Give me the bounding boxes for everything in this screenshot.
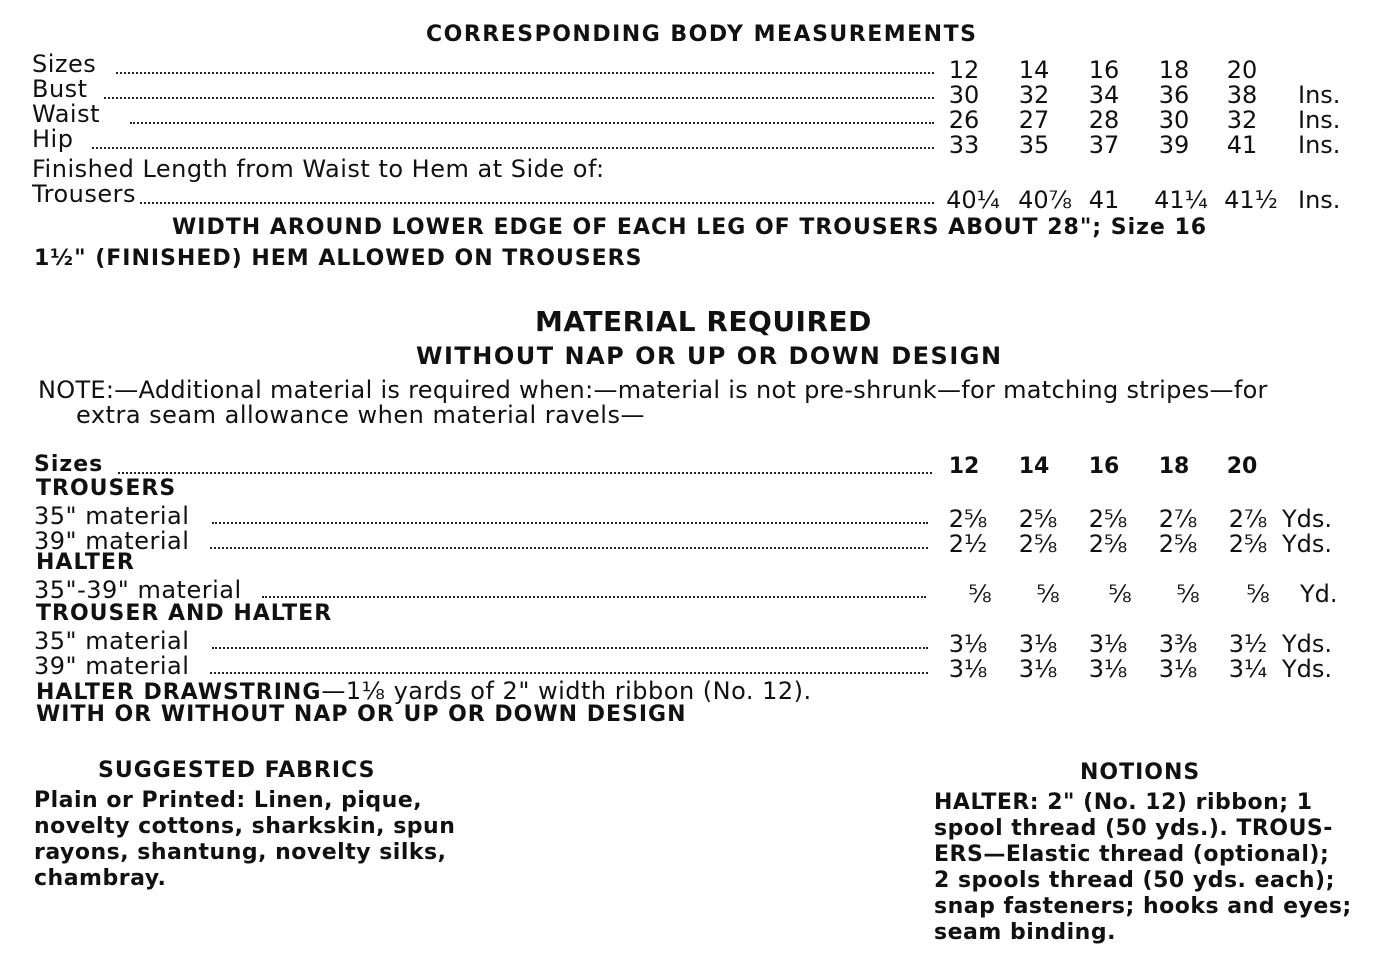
row-label-bust: Bust bbox=[32, 75, 88, 103]
group-heading-halter: HALTER bbox=[36, 550, 135, 575]
fabrics-line: chambray. bbox=[34, 866, 167, 891]
cell: 2½ bbox=[948, 530, 988, 558]
cell: 20 bbox=[1226, 454, 1258, 479]
row-label: 35" material bbox=[34, 502, 190, 530]
cell: 41½ bbox=[1224, 186, 1278, 214]
row-label-sizes: Sizes bbox=[32, 50, 97, 78]
cell: 18 bbox=[1158, 454, 1190, 479]
cell: 28 bbox=[1088, 106, 1120, 134]
unit-label: Ins. bbox=[1298, 131, 1341, 159]
cell: 14 bbox=[1018, 56, 1050, 84]
unit-label: Ins. bbox=[1298, 186, 1341, 214]
cell: 14 bbox=[1018, 454, 1050, 479]
cell: 34 bbox=[1088, 81, 1120, 109]
row-label-sizes: Sizes bbox=[34, 452, 104, 477]
leader-dots bbox=[92, 147, 934, 149]
cell: ⅝ bbox=[1246, 580, 1270, 608]
cell: 12 bbox=[948, 56, 980, 84]
drawstring-note bbox=[36, 677, 812, 705]
drawstring-text: —1⅛ yards of 2" width ribbon (No. 12). bbox=[321, 677, 812, 705]
cell: ⅝ bbox=[968, 580, 992, 608]
cell: 35 bbox=[1018, 131, 1050, 159]
notions-title: NOTIONS bbox=[1080, 760, 1201, 785]
cell: 2⅝ bbox=[948, 505, 988, 533]
cell: 2⅝ bbox=[1018, 530, 1058, 558]
cell: 2⅝ bbox=[1088, 530, 1128, 558]
note-line-2: extra seam allowance when material ravels— bbox=[76, 401, 645, 429]
suggested-fabrics-title: SUGGESTED FABRICS bbox=[98, 758, 376, 783]
row-label-trousers: Trousers bbox=[32, 180, 137, 208]
notions-line: ERS—Elastic thread (optional); bbox=[934, 842, 1330, 867]
cell: 2⅞ bbox=[1228, 505, 1268, 533]
suggested-fabrics-text bbox=[34, 788, 455, 892]
cell: 3⅛ bbox=[1088, 630, 1128, 658]
cell: 40⅞ bbox=[1018, 186, 1072, 214]
leader-dots bbox=[140, 202, 934, 204]
cell: 3½ bbox=[1228, 630, 1268, 658]
body-measurements-title: CORRESPONDING BODY MEASUREMENTS bbox=[426, 22, 978, 47]
cell: ⅝ bbox=[1108, 580, 1132, 608]
group-heading-trousers: TROUSERS bbox=[36, 476, 177, 501]
leader-dots bbox=[130, 122, 934, 124]
nap-note: WITH OR WITHOUT NAP OR UP OR DOWN DESIGN bbox=[36, 702, 687, 727]
cell: 3¼ bbox=[1228, 655, 1268, 683]
leader-dots bbox=[212, 522, 928, 524]
finished-length-label: Finished Length from Waist to Hem at Side of: bbox=[32, 155, 605, 183]
cell: 16 bbox=[1088, 56, 1120, 84]
unit-label: Yd. bbox=[1300, 580, 1338, 608]
row-label-hip: Hip bbox=[32, 125, 74, 153]
cell: ⅝ bbox=[1036, 580, 1060, 608]
row-label-waist: Waist bbox=[32, 100, 100, 128]
row-label: 35" material bbox=[34, 627, 190, 655]
cell: 38 bbox=[1226, 81, 1258, 109]
cell: 37 bbox=[1088, 131, 1120, 159]
cell: 40¼ bbox=[946, 186, 1000, 214]
note-line-1: NOTE:—Additional material is required when:—material is not pre-shrunk—for matching stripes—for bbox=[38, 376, 1268, 404]
leader-dots bbox=[104, 97, 934, 99]
unit-label: Yds. bbox=[1282, 505, 1333, 533]
cell: 3⅜ bbox=[1158, 630, 1198, 658]
unit-label: Ins. bbox=[1298, 81, 1341, 109]
cell: 3⅛ bbox=[948, 630, 988, 658]
fabrics-line: novelty cottons, sharkskin, spun bbox=[34, 814, 456, 839]
notions-text bbox=[934, 790, 1352, 946]
fabrics-line: rayons, shantung, novelty silks, bbox=[34, 840, 447, 865]
cell: 12 bbox=[948, 454, 980, 479]
material-required-title: MATERIAL REQUIRED bbox=[535, 305, 872, 338]
row-label: 39" material bbox=[34, 527, 190, 555]
cell: 41 bbox=[1226, 131, 1258, 159]
notions-line: snap fasteners; hooks and eyes; bbox=[934, 894, 1352, 919]
leader-dots bbox=[118, 472, 932, 474]
cell: 2⅝ bbox=[1228, 530, 1268, 558]
cell: 33 bbox=[948, 131, 980, 159]
unit-label: Yds. bbox=[1282, 655, 1333, 683]
drawstring-label: HALTER DRAWSTRING bbox=[36, 680, 322, 705]
cell: 18 bbox=[1158, 56, 1190, 84]
notions-line: 2 spools thread (50 yds. each); bbox=[934, 868, 1335, 893]
cell: 32 bbox=[1018, 81, 1050, 109]
row-label: 39" material bbox=[34, 652, 190, 680]
cell: ⅝ bbox=[1176, 580, 1200, 608]
cell: 3⅛ bbox=[1018, 630, 1058, 658]
cell: 3⅛ bbox=[948, 655, 988, 683]
cell: 27 bbox=[1018, 106, 1050, 134]
cell: 26 bbox=[948, 106, 980, 134]
cell: 41 bbox=[1088, 186, 1120, 214]
cell: 2⅝ bbox=[1088, 505, 1128, 533]
cell: 30 bbox=[948, 81, 980, 109]
cell: 32 bbox=[1226, 106, 1258, 134]
material-required-subtitle: WITHOUT NAP OR UP OR DOWN DESIGN bbox=[416, 342, 1003, 370]
unit-label: Yds. bbox=[1282, 530, 1333, 558]
cell: 39 bbox=[1158, 131, 1190, 159]
cell: 20 bbox=[1226, 56, 1258, 84]
cell: 41¼ bbox=[1154, 186, 1208, 214]
leader-dots bbox=[210, 547, 928, 549]
group-heading-trouser-and-halter: TROUSER AND HALTER bbox=[36, 601, 333, 626]
cell: 16 bbox=[1088, 454, 1120, 479]
cell: 2⅞ bbox=[1158, 505, 1198, 533]
notions-line: spool thread (50 yds.). TROUS- bbox=[934, 816, 1333, 841]
cell: 3⅛ bbox=[1088, 655, 1128, 683]
cell: 3⅛ bbox=[1158, 655, 1198, 683]
cell: 30 bbox=[1158, 106, 1190, 134]
width-note: WIDTH AROUND LOWER EDGE OF EACH LEG OF TROUSERS ABOUT 28"; Size 16 bbox=[172, 215, 1208, 240]
notions-line: seam binding. bbox=[934, 920, 1116, 945]
fabrics-line: Plain or Printed: Linen, pique, bbox=[34, 788, 423, 813]
leader-dots bbox=[116, 72, 934, 74]
leader-dots bbox=[210, 672, 928, 674]
cell: 36 bbox=[1158, 81, 1190, 109]
leader-dots bbox=[212, 647, 928, 649]
cell: 2⅝ bbox=[1158, 530, 1198, 558]
notions-line: HALTER: 2" (No. 12) ribbon; 1 bbox=[934, 790, 1313, 815]
cell: 3⅛ bbox=[1018, 655, 1058, 683]
unit-label: Ins. bbox=[1298, 106, 1341, 134]
hem-note: 1½" (FINISHED) HEM ALLOWED ON TROUSERS bbox=[34, 246, 643, 271]
unit-label: Yds. bbox=[1282, 630, 1333, 658]
row-label: 35"-39" material bbox=[34, 576, 242, 604]
leader-dots bbox=[262, 596, 926, 598]
cell: 2⅝ bbox=[1018, 505, 1058, 533]
